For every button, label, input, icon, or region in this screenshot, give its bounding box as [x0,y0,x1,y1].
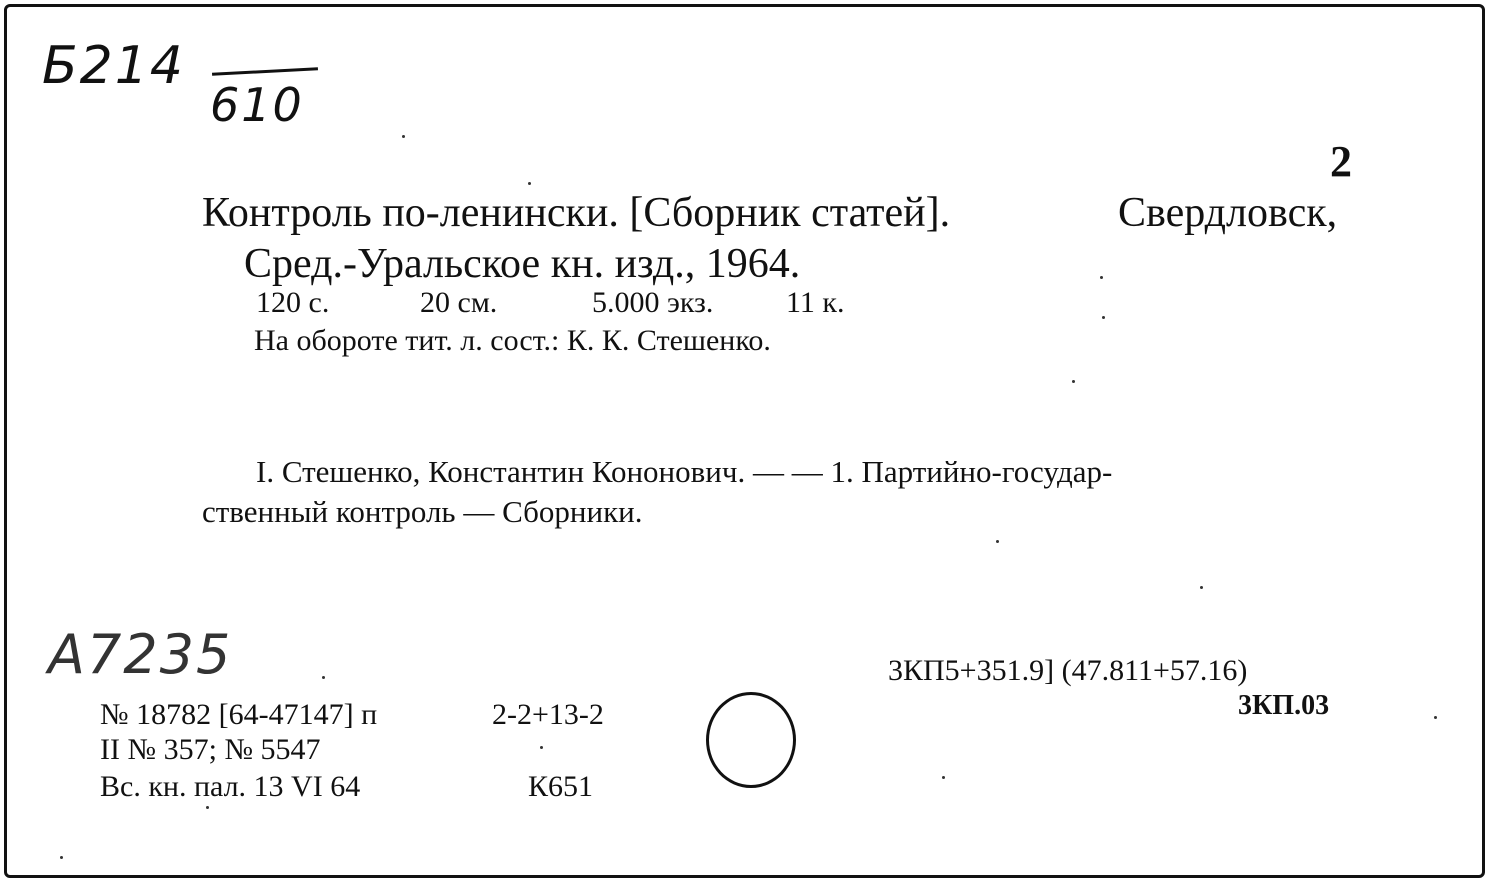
scan-speck [996,540,999,543]
record-pages: 120 с. [256,286,330,319]
record-price: 11 к. [786,286,845,319]
scan-speck [528,182,531,185]
record-size: 20 см. [420,286,498,319]
classification-line-1: 3КП5+351.9] (47.811+57.16) [888,654,1248,687]
record-title: Контроль по-ленински. [Сборник статей]. [202,190,951,236]
scan-speck [1072,380,1075,383]
scan-speck [540,746,543,749]
scan-speck [60,856,63,859]
classification-line-2: 3КП.03 [1238,690,1330,721]
punch-hole-circle [706,692,796,788]
footer-line-3-left: Вс. кн. пал. 13 VI 64 [100,770,361,803]
tracing-line-2: ственный контроль — Сборники. [202,494,643,529]
record-note: На обороте тит. л. сост.: К. К. Стешенко. [254,324,771,357]
scan-speck [206,806,209,809]
tracing-line-1: I. Стешенко, Константин Кононович. — — 1. Партийно-государ- [256,454,1113,489]
inventory-number: А7235 [48,623,233,686]
record-publisher: Сред.-Уральское кн. изд., 1964. [244,241,801,287]
card-number: 2 [1330,137,1352,186]
scan-speck [402,135,405,138]
footer-line-3-right: К651 [528,770,594,803]
footer-line-1-right: 2-2+13-2 [492,698,604,731]
scan-speck [942,776,945,779]
scan-speck [322,676,325,679]
footer-line-2: II № 357; № 5547 [100,733,321,766]
footer-line-1-left: № 18782 [64-47147] п [100,698,378,731]
scan-speck [1100,276,1103,279]
scan-speck [1434,716,1437,719]
record-place: Свердловск, [1118,190,1338,236]
shelf-mark-top: Б214 [42,36,185,96]
record-copies: 5.000 экз. [592,286,714,319]
scan-speck [1102,316,1105,319]
scan-speck [1200,586,1203,589]
shelf-mark-fraction: 610 [210,78,304,132]
